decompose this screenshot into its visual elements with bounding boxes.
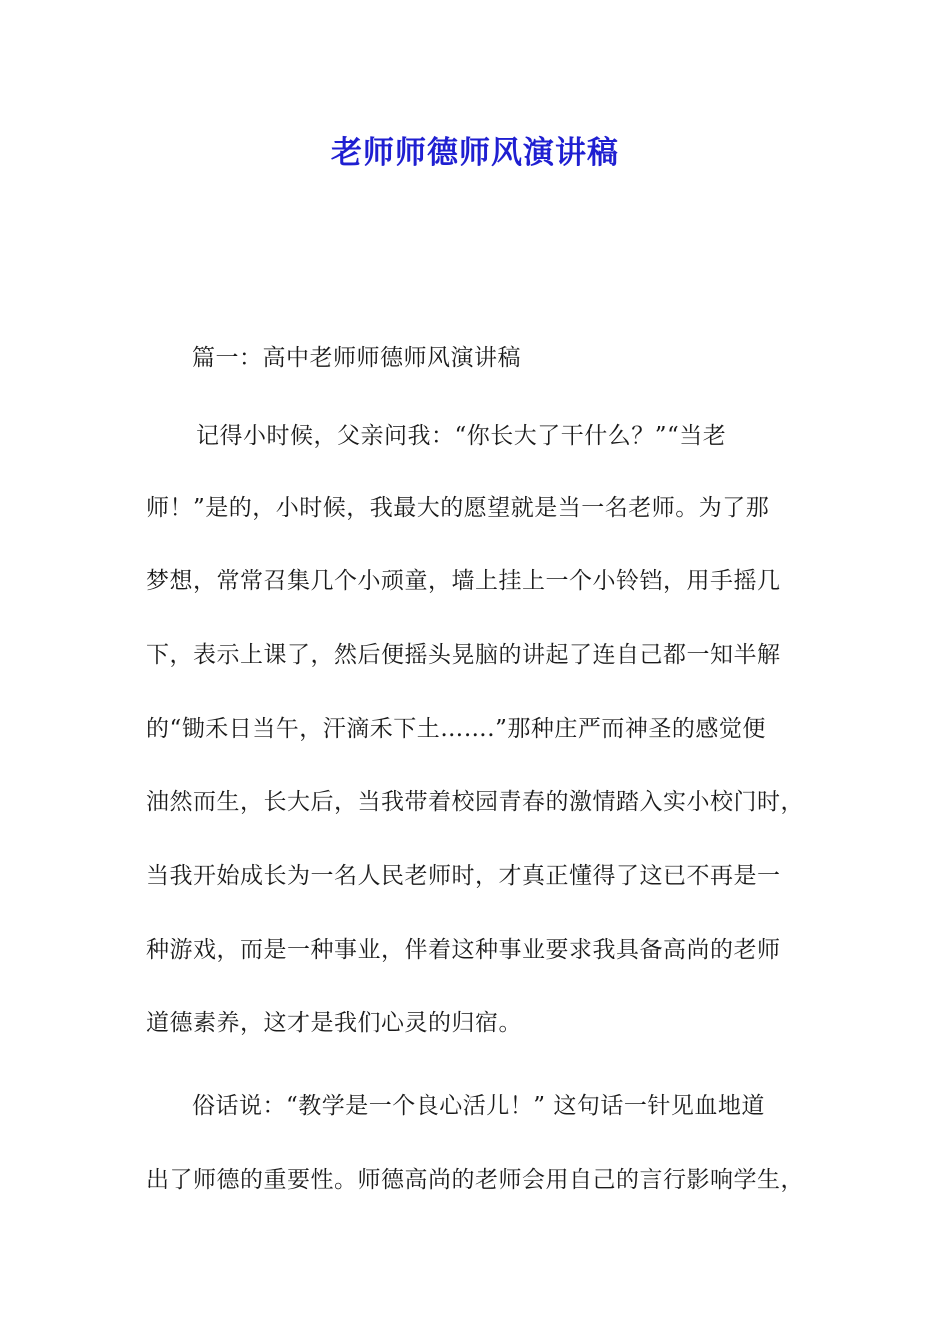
- paragraph-line: 当我开始成长为一名人民老师时，才真正懂得了这已不再是一: [146, 863, 781, 889]
- paragraph-line: 油然而生，长大后，当我带着校园青春的激情踏入实小校门时，: [146, 789, 804, 815]
- paragraph-line: 梦想，常常召集几个小顽童，墙上挂上一个小铃铛，用手摇几: [146, 568, 781, 594]
- paragraph-line: 种游戏，而是一种事业，伴着这种事业要求我具备高尚的老师: [146, 937, 781, 963]
- paragraph-line: 的“锄禾日当午，汗滴禾下土…….”那种庄严而神圣的感觉便: [146, 716, 766, 742]
- document-title: 老师师德师风演讲稿: [331, 135, 619, 171]
- paragraph-line: 师！”是的，小时候，我最大的愿望就是当一名老师。为了那: [146, 495, 770, 521]
- section-heading: 篇一：高中老师师德师风演讲稿: [192, 345, 521, 371]
- paragraph-line: 道德素养，这才是我们心灵的归宿。: [146, 1010, 522, 1036]
- paragraph-line: 出了师德的重要性。师德高尚的老师会用自己的言行影响学生，: [146, 1167, 804, 1193]
- paragraph-line: 下，表示上课了，然后便摇头晃脑的讲起了连自己都一知半解: [146, 642, 781, 668]
- paragraph-line: 俗话说：“教学是一个良心活儿！” 这句话一针见血地道: [192, 1093, 765, 1119]
- paragraph-line: 记得小时候，父亲问我：“你长大了干什么？”“当老: [196, 423, 727, 449]
